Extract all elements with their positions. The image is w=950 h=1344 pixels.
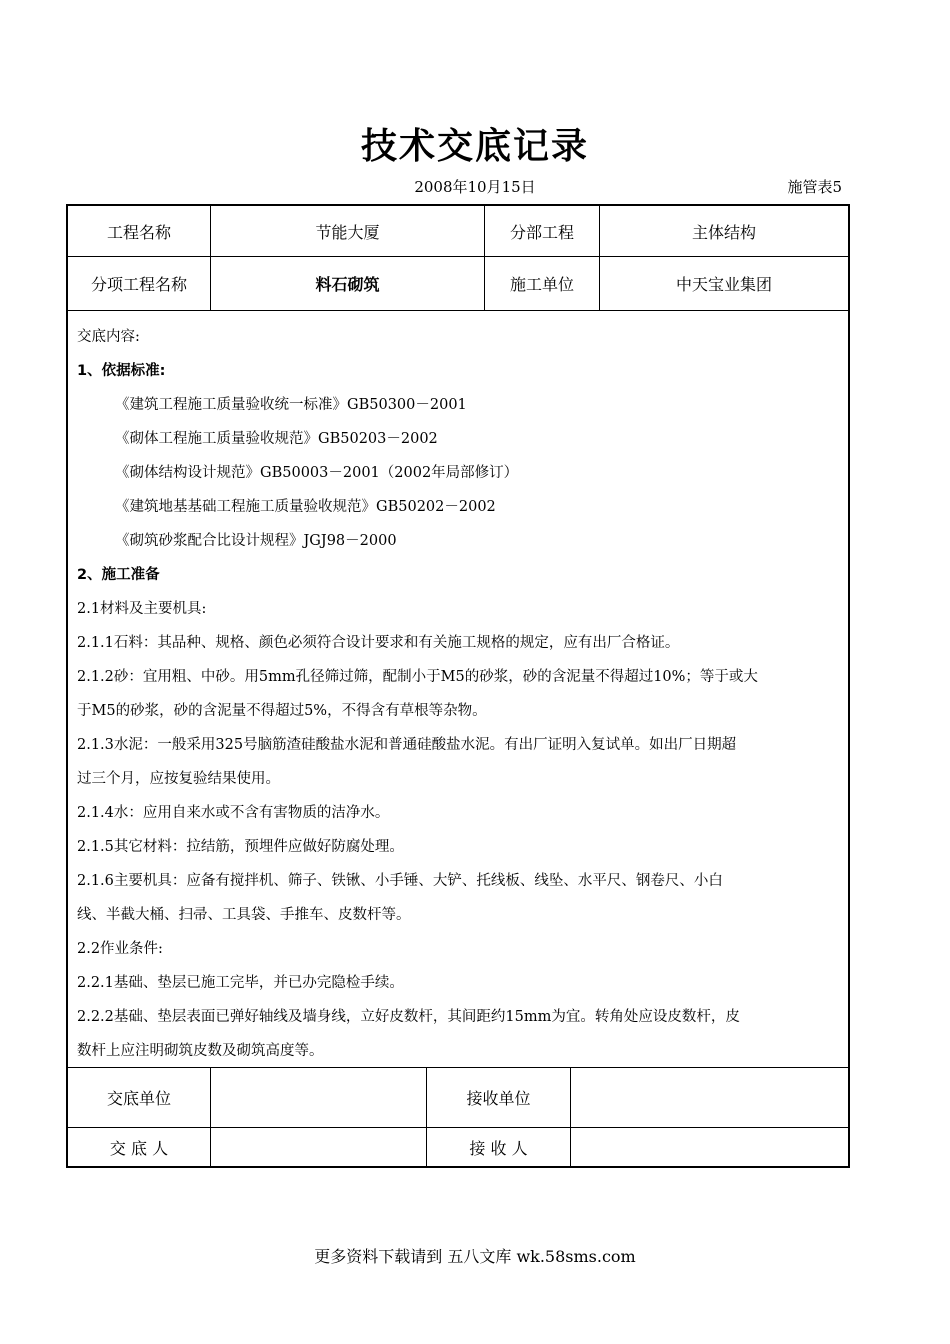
content-line: 2.1.5其它材料：拉结筋，预埋件应做好防腐处理。 xyxy=(77,839,404,855)
content-line: 过三个月，应按复验结果使用。 xyxy=(77,771,280,787)
table-row xyxy=(68,1128,848,1166)
content-line: 2.1材料及主要机具: xyxy=(77,601,207,617)
content-line: 2.2.1基础、垫层已施工完毕，并已办完隐检手续。 xyxy=(77,975,404,991)
receiver-value xyxy=(571,1128,848,1166)
contractor-label: 施工单位 xyxy=(485,257,600,310)
project-name-label: 工程名称 xyxy=(68,206,211,256)
content-line: 《建筑地基基础工程施工质量验收规范》GB50202－2002 xyxy=(115,499,496,515)
subitem-label: 分项工程名称 xyxy=(68,257,211,310)
content-line: 2.1.4水：应用自来水或不含有害物质的洁净水。 xyxy=(77,805,390,821)
record-date: 2008年10月15日 xyxy=(414,178,536,196)
content-line: 《砌筑砂浆配合比设计规程》JGJ98－2000 xyxy=(115,533,397,549)
content-line: 线、半截大桶、扫帚、工具袋、手推车、皮数杆等。 xyxy=(77,907,411,923)
issuer-value xyxy=(211,1128,427,1166)
disclosure-content xyxy=(68,310,848,1068)
content-line: 2.1.1石料：其品种、规格、颜色必须符合设计要求和有关施工规格的规定，应有出厂合格证。 xyxy=(77,635,680,651)
content-line: 1、依据标准: xyxy=(77,363,166,379)
table-row xyxy=(68,257,848,311)
division-label: 分部工程 xyxy=(485,206,600,256)
content-lines xyxy=(77,354,840,1068)
project-name-value: 节能大厦 xyxy=(211,206,485,256)
record-table xyxy=(66,204,850,1168)
content-line: 2.1.3水泥：一般采用325号脑筋渣硅酸盐水泥和普通硅酸盐水泥。有出厂证明入复试单。如出厂日期超 xyxy=(77,737,737,753)
receiver-unit-value xyxy=(571,1068,848,1127)
content-line: 2.1.2砂：宜用粗、中砂。用5mm孔径筛过筛，配制小于M5的砂浆，砂的含泥量不得超过10%；等于或大 xyxy=(77,669,758,685)
form-number: 施管表5 xyxy=(787,178,842,196)
receiver-unit-label: 接收单位 xyxy=(427,1068,571,1127)
table-row xyxy=(68,206,848,257)
issuer-label: 交 底 人 xyxy=(68,1128,211,1166)
content-line: 2.1.6主要机具：应备有搅拌机、筛子、铁锹、小手锤、大铲、托线板、线坠、水平尺、钢卷尺、小白 xyxy=(77,873,723,889)
content-line: 《建筑工程施工质量验收统一标准》GB50300－2001 xyxy=(115,397,467,413)
content-line: 《砌体结构设计规范》GB50003－2001（2002年局部修订） xyxy=(115,465,519,481)
subitem-value: 料石砌筑 xyxy=(211,257,485,310)
content-line: 2.2作业条件: xyxy=(77,941,163,957)
content-line: 数杆上应注明砌筑皮数及砌筑高度等。 xyxy=(77,1043,324,1059)
content-line: 于M5的砂浆，砂的含泥量不得超过5%，不得含有草根等杂物。 xyxy=(77,703,487,719)
table-row xyxy=(68,1068,848,1128)
content-line: 2、施工准备 xyxy=(77,567,160,583)
page-title: 技术交底记录 xyxy=(360,126,589,167)
issuer-unit-value xyxy=(211,1068,427,1127)
issuer-unit-label: 交底单位 xyxy=(68,1068,211,1127)
content-line: 2.2.2基础、垫层表面已弹好轴线及墙身线，立好皮数杆，其间距约15mm为宜。转角处应设皮数杆，皮 xyxy=(77,1009,740,1025)
content-intro: 交底内容: xyxy=(77,329,140,345)
receiver-label: 接 收 人 xyxy=(427,1128,571,1166)
footer-note: 更多资料下载请到 五八文库 wk.58sms.com xyxy=(314,1247,636,1266)
contractor-value: 中天宝业集团 xyxy=(675,275,772,294)
division-value: 主体结构 xyxy=(691,222,756,242)
content-line: 《砌体工程施工质量验收规范》GB50203－2002 xyxy=(115,431,438,447)
